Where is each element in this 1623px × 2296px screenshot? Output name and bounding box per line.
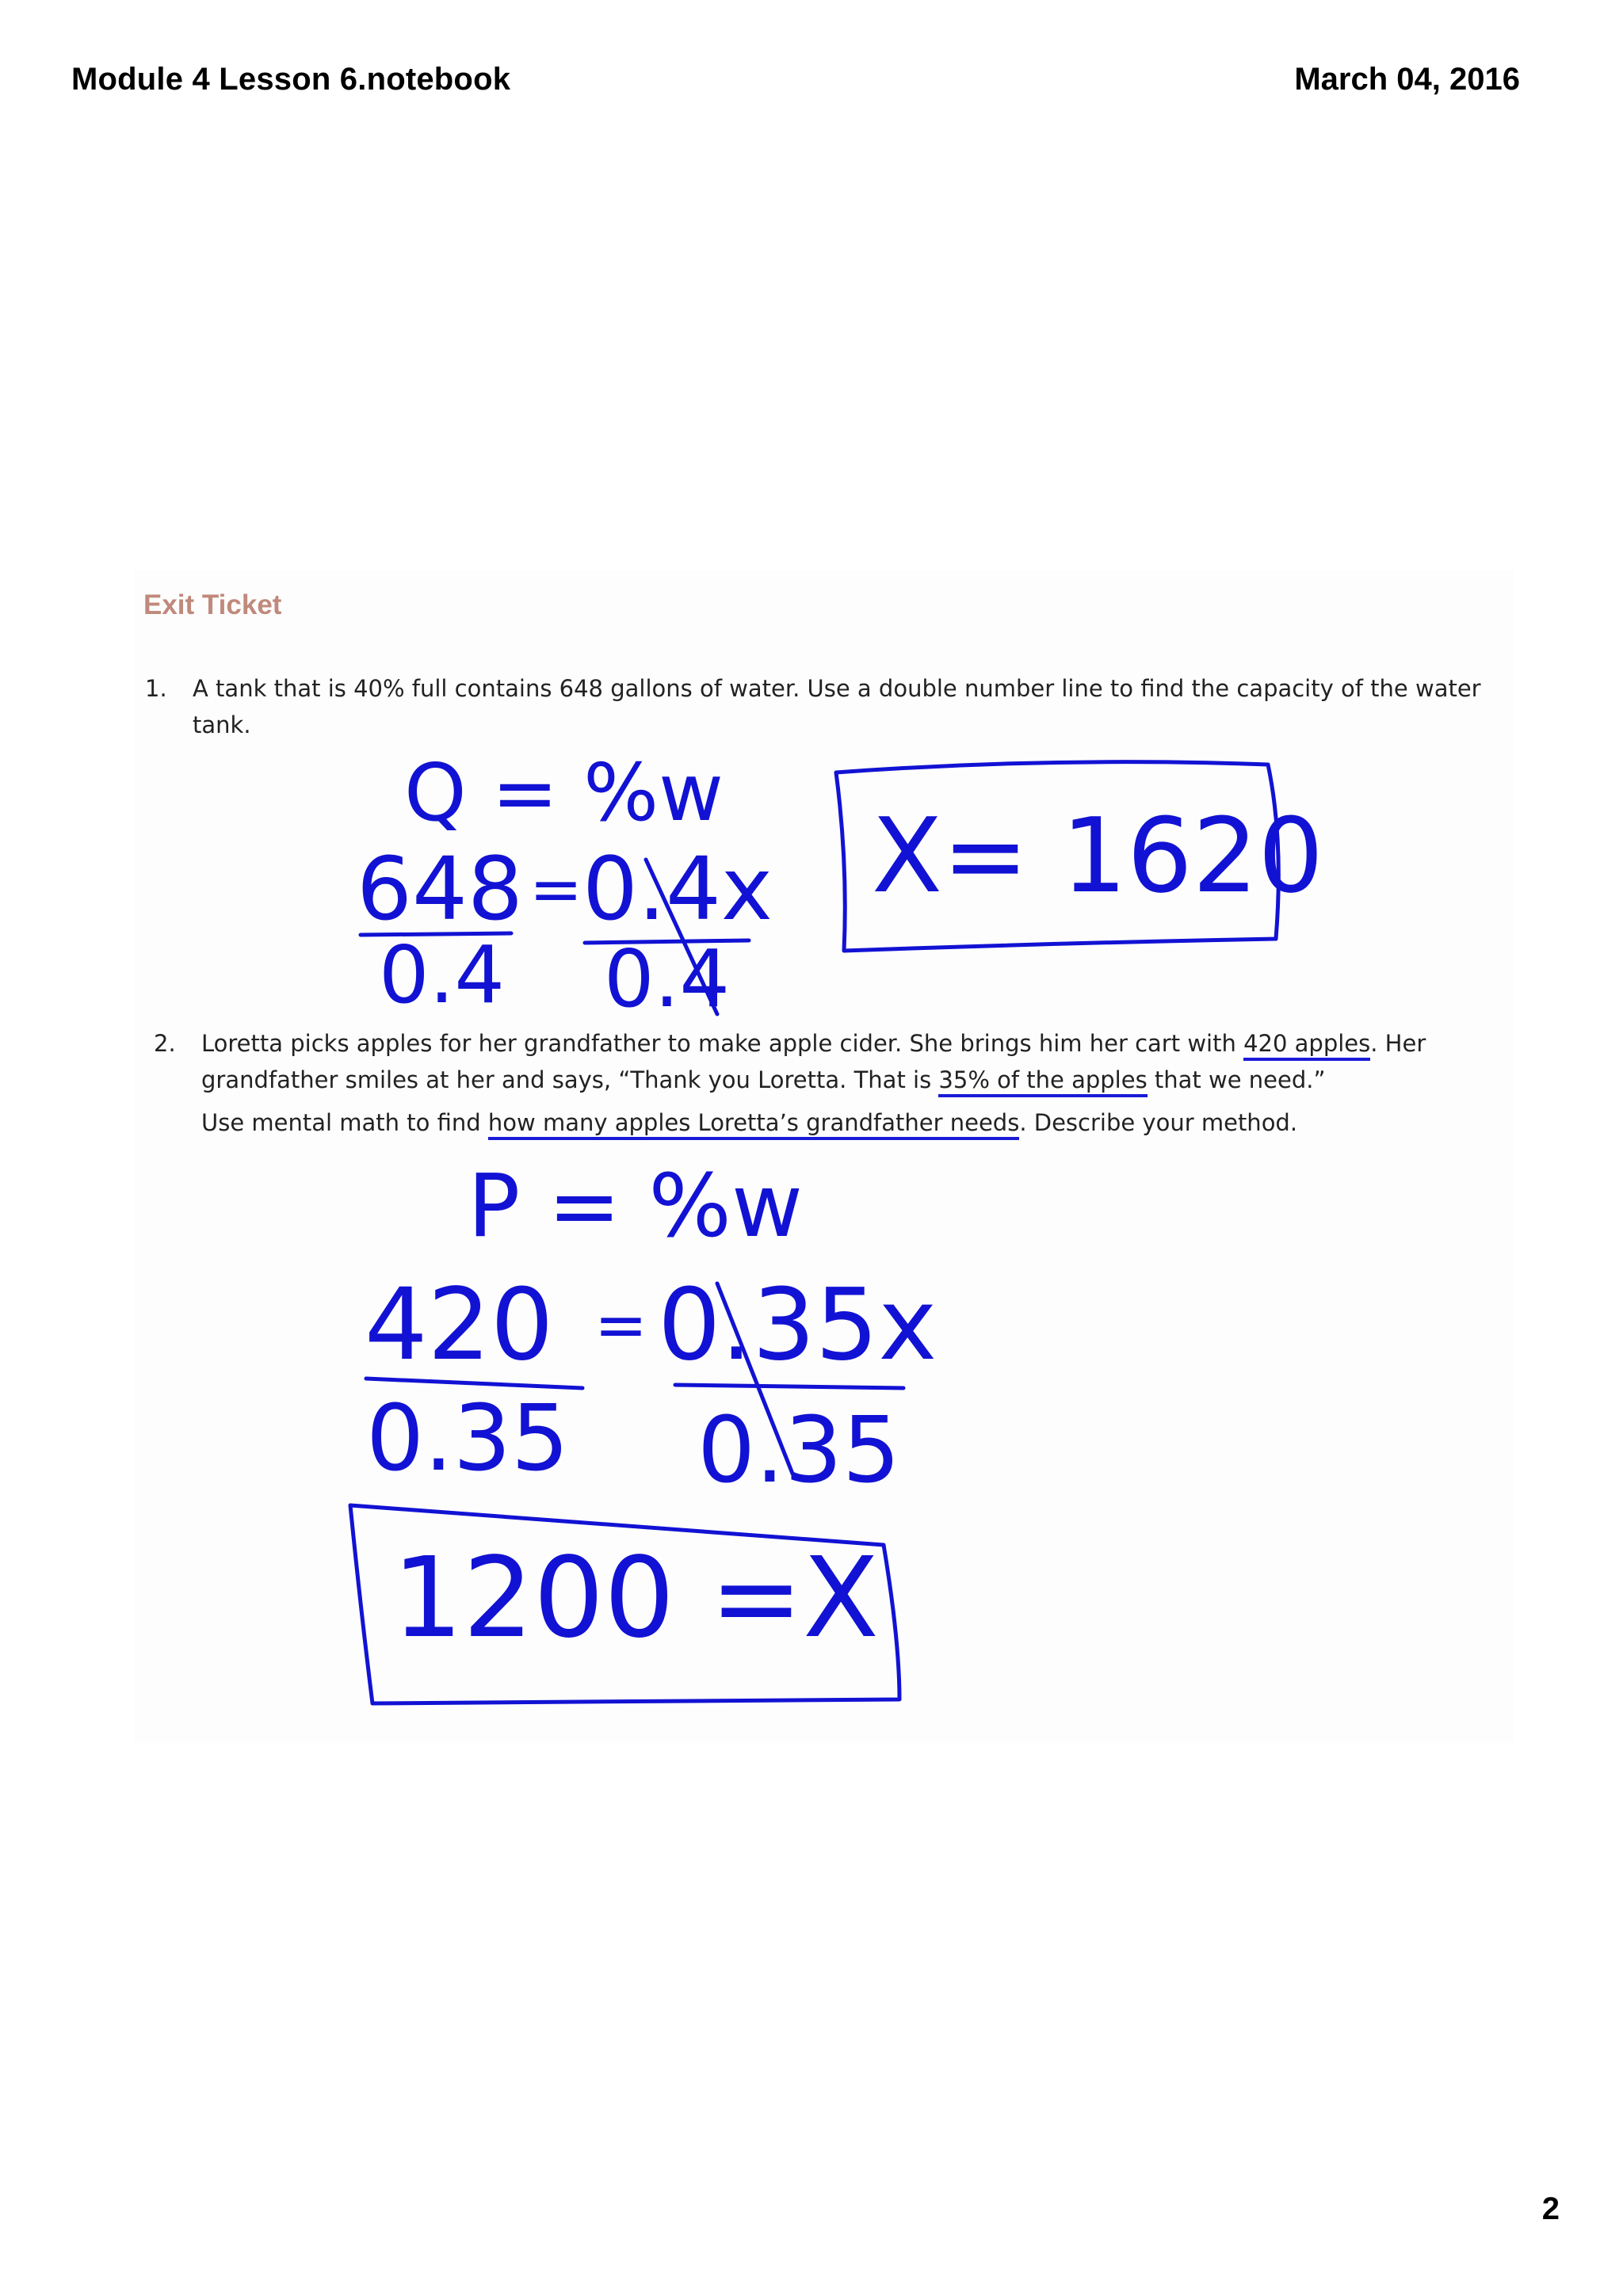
p2-left-numerator: 420	[365, 1268, 554, 1383]
p1-left-denominator: 0.4	[379, 929, 506, 1021]
p1-right-denominator: 0.4	[604, 933, 731, 1025]
p2-formula: P = %w	[468, 1155, 803, 1257]
exit-ticket-title: Exit Ticket	[143, 589, 282, 620]
problem-text: A tank that is 40% full contains 648 gallons of water. Use a double number line to find the capacity of the water	[193, 675, 1481, 702]
problem-1	[145, 670, 1508, 743]
underlined-phrase: how many apples Loretta’s grandfather needs	[488, 1109, 1019, 1140]
page-number: 2	[1541, 2191, 1560, 2226]
problem-2	[154, 1025, 1517, 1141]
problem-number: 2.	[154, 1030, 176, 1057]
p2-answer: 1200 =X	[392, 1534, 880, 1663]
underlined-phrase: 35% of the apples	[938, 1066, 1147, 1097]
notebook-title: Module 4 Lesson 6.notebook	[71, 62, 511, 97]
underlined-phrase: 420 apples	[1243, 1030, 1370, 1061]
problem-text: tank.	[193, 711, 251, 738]
p2-right-numerator: 0.35x	[658, 1268, 938, 1383]
p2-equals: =	[594, 1288, 648, 1362]
p1-right-numerator: 0.4x	[582, 838, 773, 940]
problem-text: Use mental math to find how many apples Loretta’s grandfather needs. Describe your method.	[201, 1104, 1517, 1141]
p2-left-denominator: 0.35	[366, 1386, 570, 1492]
page-date: March 04, 2016	[1294, 62, 1520, 97]
p2-right-denominator: 0.35	[697, 1398, 901, 1504]
p1-left-numerator: 648	[357, 838, 523, 940]
problem-text: Loretta picks apples for her grandfather to make apple cider. She brings him her cart with 420 apples. Her	[201, 1025, 1517, 1062]
worksheet-image	[135, 570, 1514, 1743]
p1-equals: =	[529, 852, 583, 926]
p1-answer: X= 1620	[872, 795, 1324, 916]
problem-text: grandfather smiles at her and says, “Thank you Loretta. That is 35% of the apples that we need.”	[201, 1062, 1517, 1098]
problem-number: 1.	[145, 675, 167, 702]
p1-formula: Q = %w	[404, 746, 724, 839]
